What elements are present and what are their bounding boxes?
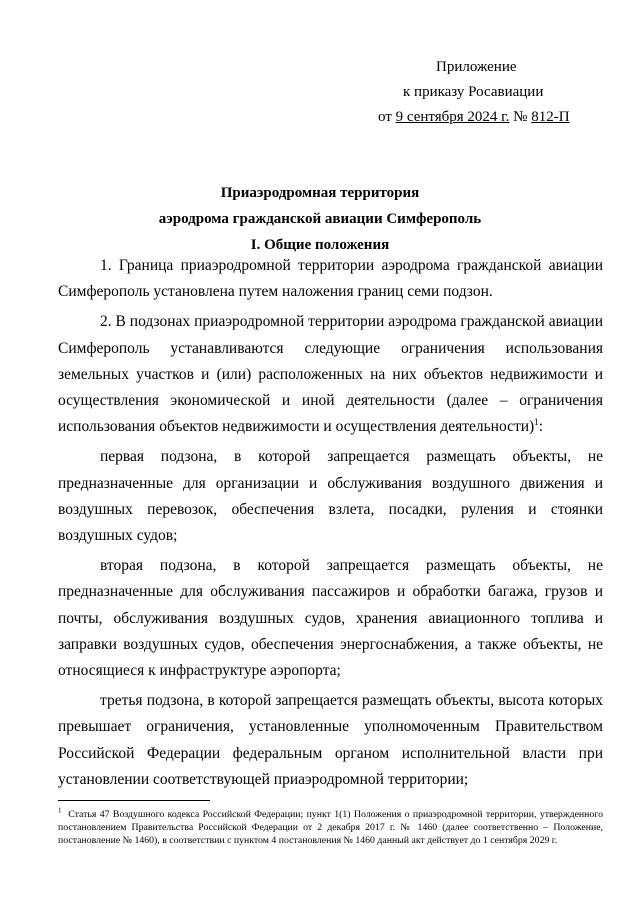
paragraph-subzone-1: первая подзона, в которой запрещается размещать объекты, не предназначенные для организации и обслуживания воздушного движения и воздушных перевозок, обеспечения взлета, посадки, руления и стоянки воздушных судов; bbox=[58, 448, 603, 545]
paragraph-subzone-2: вторая подзона, в которой запрещается размещать объекты, не предназначенные для обслуживания пассажиров и обработки багажа, грузов и почты, обслуживания воздушных судов, хранения авиационного топлива и заправки воздушных судов, обеспечения энергоснабжения, а также объекты, не относящиеся к инфраструктуре аэропорта; bbox=[58, 557, 603, 680]
date-prefix: от bbox=[378, 109, 396, 125]
paragraph-2-text: 2. В подзонах приаэродромной территории аэродрома гражданской авиации Симферополь устанавливаются следующие ограничения использования земельных участков и (или) расположенных на них объектов недвижимости и осуществления экономической и иной деятельности (далее – ограничения использования объектов недвижимости и осуществления деятельности) bbox=[58, 313, 603, 436]
order-date-number bbox=[378, 108, 570, 126]
order-date: 9 сентября 2024 г. bbox=[395, 109, 510, 125]
order-reference: к приказу Росавиации bbox=[403, 84, 544, 100]
footnote-mark: 1 bbox=[58, 806, 62, 815]
footnote-reference: 1 bbox=[534, 417, 539, 428]
appendix-label: Приложение bbox=[436, 59, 517, 75]
document-title-line1: Приаэродромная территория bbox=[220, 185, 420, 201]
order-number: 812-П bbox=[531, 109, 570, 125]
footnote-text: Статья 47 Воздушного кодекса Российской Федерации; пункт 1(1) Положения о приаэродромной территории, утвержденного постановлением Правительства Российской Федерации от 2 декабря 2017 г. № 1460 (далее соответственно – Положение, постановление № 1460), в соответствии с пунктом 4 постановления № 1460 данный акт действует до 1 сентября 2029 г. bbox=[58, 809, 603, 846]
paragraph-subzone-3: третья подзона, в которой запрещается размещать объекты, высота которых превышает ограничения, установленные уполномоченным Правительством Российской Федерации федеральным органом исполнительной власти при установлении соответствующей приаэродромной территории; bbox=[58, 692, 603, 788]
footnote bbox=[58, 808, 603, 847]
body-text bbox=[58, 253, 603, 793]
paragraph-1: 1. Граница приаэродромной территории аэродрома гражданской авиации Симферополь установлена путем наложения границ семи подзон. bbox=[58, 257, 603, 301]
section-heading: I. Общие положения bbox=[250, 237, 390, 253]
document-title-line2: аэродрома гражданской авиации Симферополь bbox=[158, 211, 482, 227]
paragraph-2-tail: : bbox=[538, 418, 544, 436]
paragraph-2 bbox=[58, 309, 603, 440]
footnote-divider bbox=[58, 800, 210, 801]
number-prefix: № bbox=[509, 109, 532, 125]
